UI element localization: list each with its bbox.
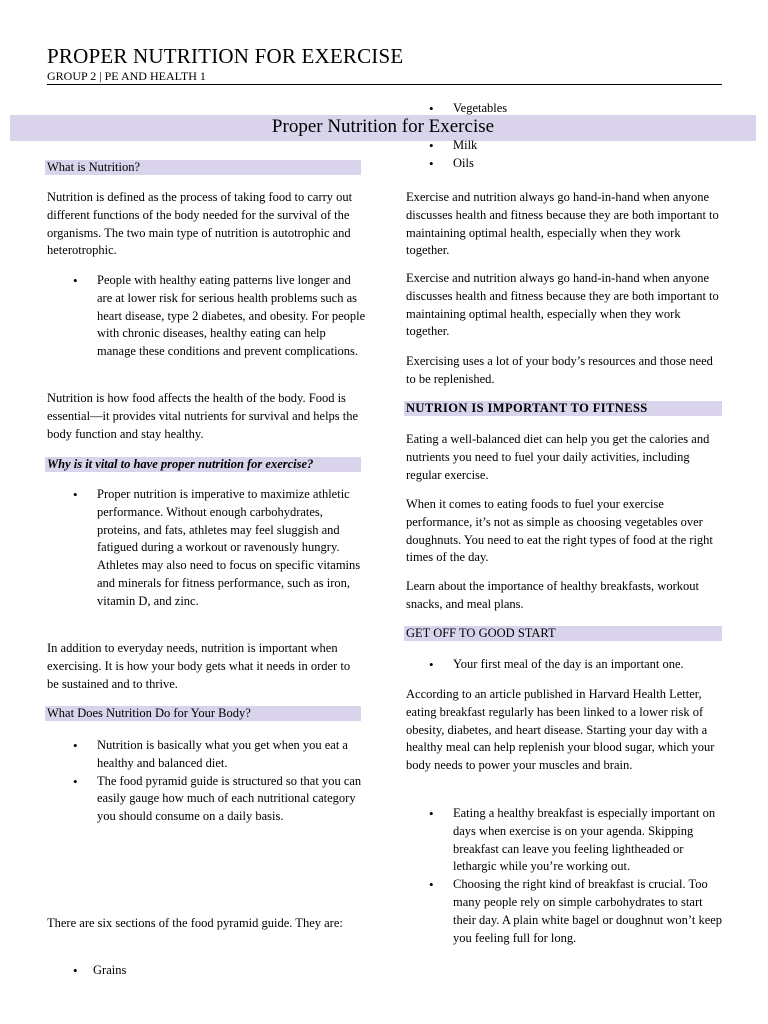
healthy-eating-list — [47, 272, 367, 361]
first-meal-list — [406, 656, 726, 674]
athletic-performance-list — [47, 486, 367, 611]
list-item: • Proper nutrition is imperative to maximize athletic performance. Without enough carbohydrates, proteins, and fats, athletes may feel sluggish and fatigued during a workout or ravenously hungry. Athletes may also need to focus on specific vitamins and minerals for fitness performance, such as iron, vitamin D, and zinc. — [47, 486, 367, 611]
food-pyramid-list — [47, 962, 367, 980]
paragraph-body-resources: Exercising uses a lot of your body’s resources and those need to be replenished. — [406, 354, 713, 386]
header-divider — [47, 84, 722, 85]
document-subtitle: GROUP 2 | PE AND HEALTH 1 — [47, 69, 206, 83]
banner-title: Proper Nutrition for Exercise — [271, 116, 495, 137]
list-item: • Grains — [47, 962, 367, 980]
paragraph-fuel-performance: When it comes to eating foods to fuel your exercise performance, it’s not as simple as choosing vegetables over doughnuts. You need to eat the right types of food at the right times of the day. — [406, 497, 713, 565]
nutrition-body-list — [47, 737, 367, 826]
list-item: • The food pyramid guide is structured so that you can easily gauge how much of each nutritional category you should consume on a daily basis. — [47, 773, 367, 826]
list-item: • Choosing the right kind of breakfast is crucial. Too many people rely on simple carbohydrates to start their day. A plain white bagel or doughnut won’t keep you feeling full for long. — [406, 876, 726, 947]
breakfast-list — [406, 805, 726, 947]
food-group-list-continued — [406, 137, 722, 173]
paragraph-learn-importance: Learn about the importance of healthy breakfasts, workout snacks, and meal plans. — [406, 579, 699, 611]
paragraph-balanced-diet: Eating a well-balanced diet can help you get the calories and nutrients you need to fuel your daily activities, including regular exercise. — [406, 432, 710, 482]
heading-nutrition-important: NUTRION IS IMPORTANT TO FITNESS — [404, 401, 722, 416]
list-item: • Oils — [406, 155, 722, 173]
paragraph-everyday-needs: In addition to everyday needs, nutrition is important when exercising. It is how your body gets what it needs in order to be sustained and to thrive. — [47, 641, 351, 691]
list-item: • Nutrition is basically what you get when you eat a healthy and balanced diet. — [47, 737, 367, 773]
document-title: PROPER NUTRITION FOR EXERCISE — [47, 44, 404, 68]
list-item: • Vegetables — [406, 100, 722, 118]
list-item: • Milk — [406, 137, 722, 155]
list-item: • Eating a healthy breakfast is especially important on days when exercise is on your agenda. Skipping breakfast can leave you feeling lightheaded or lethargic while you’re working out. — [406, 805, 726, 876]
list-item: • People with healthy eating patterns live longer and are at lower risk for serious health problems such as heart disease, type 2 diabetes, and obesity. For people with chronic diseases, healthy eating can help manage these conditions and prevent complications. — [47, 272, 367, 361]
paragraph-hand-in-hand-1: Exercise and nutrition always go hand-in-hand when anyone discusses health and fitness because they are both important to maintaining optimal health, especially when they work together. — [406, 190, 719, 258]
heading-what-is-nutrition: What is Nutrition? — [45, 160, 361, 175]
paragraph-hand-in-hand-2: Exercise and nutrition always go hand-in-hand when anyone discusses health and fitness because they are both important to maintaining optimal health, especially when they work together. — [406, 271, 719, 339]
paragraph-food-affects-health: Nutrition is how food affects the health of the body. Food is essential—it provides vital nutrients for survival and helps the body function and stay healthy. — [47, 391, 359, 441]
heading-why-vital: Why is it vital to have proper nutrition for exercise? — [45, 457, 361, 472]
paragraph-harvard-health: According to an article published in Harvard Health Letter, eating breakfast regularly has been linked to a lower risk of obesity, diabetes, and heart disease. Starting your day with a healthy meal can help replenish your blood sugar, which your body needs to power your muscles and brain. — [406, 687, 715, 773]
heading-what-does-nutrition-do: What Does Nutrition Do for Your Body? — [45, 706, 361, 721]
list-item: • Your first meal of the day is an important one. — [406, 656, 726, 674]
paragraph-nutrition-definition: Nutrition is defined as the process of taking food to carry out different functions of the body needed for the survival of the organisms. The two main type of nutrition is autotrophic and heterotrophic. — [47, 190, 353, 258]
paragraph-six-sections: There are six sections of the food pyramid guide. They are: — [47, 916, 343, 930]
heading-good-start: GET OFF TO GOOD START — [404, 626, 722, 641]
